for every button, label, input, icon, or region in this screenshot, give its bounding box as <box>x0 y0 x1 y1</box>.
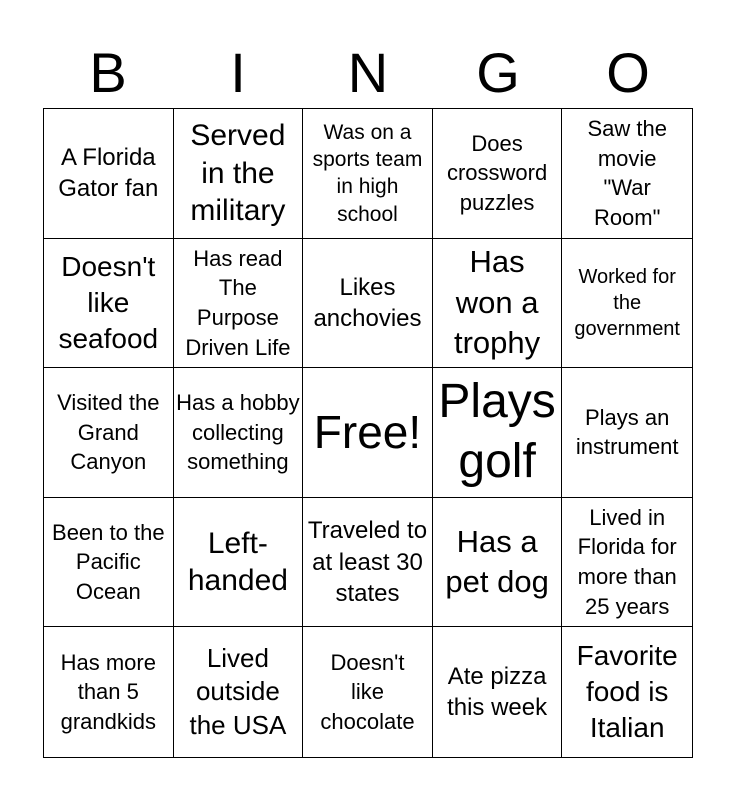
bingo-cell[interactable] <box>562 109 692 239</box>
free-space[interactable] <box>303 368 433 498</box>
bingo-cell[interactable] <box>174 627 304 757</box>
bingo-cell[interactable] <box>303 627 433 757</box>
cell-text: Has won a trophy <box>454 244 541 361</box>
bingo-board <box>43 108 693 758</box>
free-space-label: Free! <box>313 405 422 458</box>
cell-text: Was on a sports team in high school <box>312 120 423 226</box>
bingo-cell[interactable] <box>174 239 304 369</box>
cell-text: Lived in Florida for more than 25 years <box>577 504 677 619</box>
bingo-cell[interactable] <box>562 627 692 757</box>
cell-text: Been to the Pacific Ocean <box>52 519 165 604</box>
cell-text: Doesn't like seafood <box>58 251 159 354</box>
bingo-header <box>43 38 693 108</box>
cell-text: Traveled to at least 30 states <box>307 517 428 607</box>
bingo-cell[interactable] <box>433 368 563 498</box>
cell-text: Left-handed <box>187 526 288 598</box>
bingo-cell[interactable] <box>44 109 174 239</box>
header-letter-g: G <box>476 41 520 104</box>
bingo-cell[interactable] <box>562 368 692 498</box>
bingo-cell[interactable] <box>433 498 563 628</box>
bingo-cell[interactable] <box>433 239 563 369</box>
cell-text: Served in the military <box>190 119 286 228</box>
header-letter-i: I <box>230 41 246 104</box>
bingo-cell[interactable] <box>44 498 174 628</box>
cell-text: Plays an instrument <box>575 404 679 460</box>
bingo-cell[interactable] <box>562 498 692 628</box>
bingo-cell[interactable] <box>174 368 304 498</box>
cell-text: Saw the movie "War Room" <box>587 115 667 230</box>
header-letter-o: O <box>606 41 650 104</box>
bingo-cell[interactable] <box>174 109 304 239</box>
cell-text: Favorite food is Italian <box>576 640 678 744</box>
cell-text: Doesn't like chocolate <box>320 649 415 735</box>
bingo-cell[interactable] <box>562 239 692 369</box>
cell-text: Has a pet dog <box>445 523 549 600</box>
header-letter-n: N <box>347 41 389 104</box>
bingo-cell[interactable] <box>303 239 433 369</box>
cell-text: Plays golf <box>438 375 556 489</box>
cell-text: Has read The Purpose Driven Life <box>185 245 291 360</box>
bingo-cell[interactable] <box>44 368 174 498</box>
bingo-cell[interactable] <box>433 109 563 239</box>
bingo-cell[interactable] <box>433 627 563 757</box>
bingo-cell[interactable] <box>303 109 433 239</box>
cell-text: Likes anchovies <box>313 273 422 332</box>
cell-text: A Florida Gator fan <box>58 144 159 203</box>
cell-text: Has a hobby collecting something <box>176 389 300 475</box>
cell-text: Lived outside the USA <box>189 642 287 741</box>
bingo-cell[interactable] <box>44 239 174 369</box>
cell-text: Ate pizza this week <box>447 663 548 722</box>
cell-text: Has more than 5 grandkids <box>60 649 156 735</box>
cell-text: Worked for the government <box>574 265 680 340</box>
cell-text: Does crossword puzzles <box>446 130 548 216</box>
header-letter-b: B <box>89 41 127 104</box>
bingo-cell[interactable] <box>303 498 433 628</box>
bingo-cell[interactable] <box>44 627 174 757</box>
cell-text: Visited the Grand Canyon <box>57 389 160 475</box>
bingo-cell[interactable] <box>174 498 304 628</box>
